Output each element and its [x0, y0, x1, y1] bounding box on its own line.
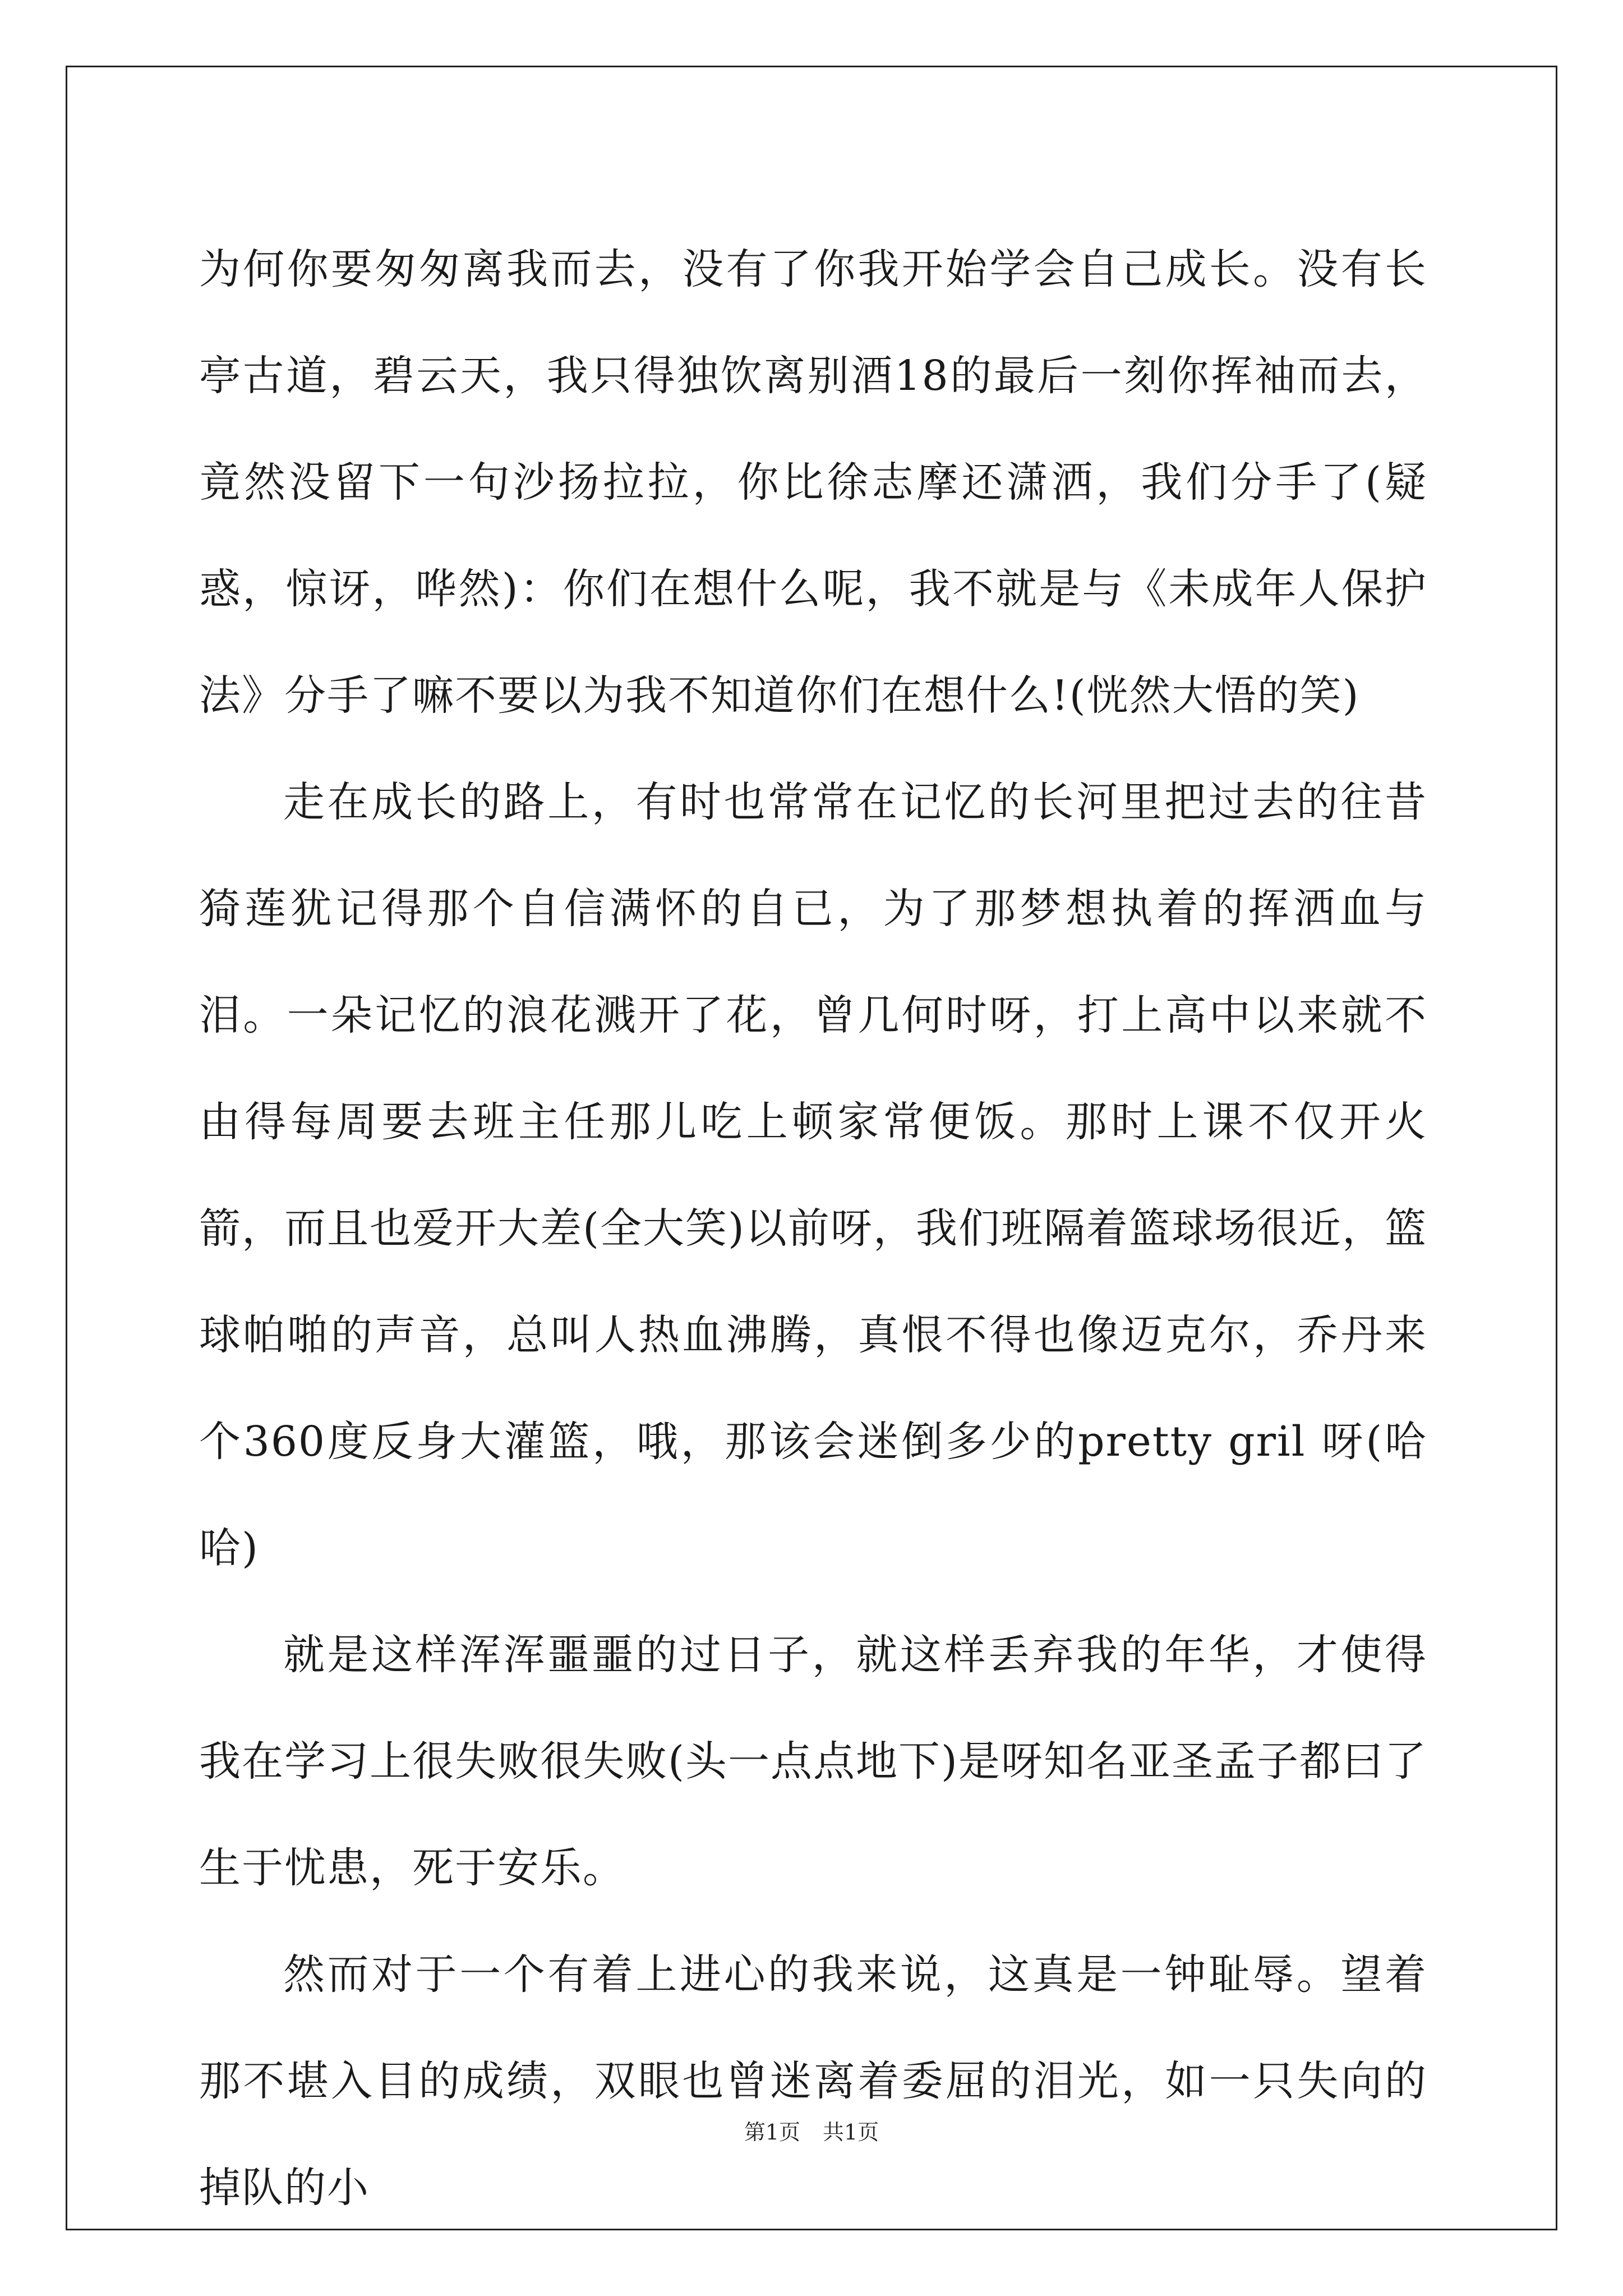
page-footer	[0, 2115, 1623, 2146]
document-body	[199, 216, 1427, 2241]
paragraph-1: 为何你要匆匆离我而去，没有了你我开始学会自己成长。没有长亭古道，碧云天，我只得独饮离别酒18的最后一刻你挥袖而去，竟然没留下一句沙扬拉拉，你比徐志摩还潇洒，我们分手了(疑惑，惊讶，哗然)：你们在想什么呢，我不就是与《未成年人保护法》分手了嘛不要以为我不知道你们在想什么!(恍然大悟的笑)	[199, 245, 1427, 720]
page-number: 第1页	[744, 2120, 800, 2145]
paragraph-2: 走在成长的路上，有时也常常在记忆的长河里把过去的往昔猗莲犹记得那个自信满怀的自已，为了那梦想执着的挥洒血与泪。一朵记忆的浪花溅开了花，曾几何时呀，打上高中以来就不由得每周要去班主任那儿吃上顿家常便饭。那时上课不仅开火箭，而且也爱开大差(全大笑)以前呀，我们班隔着篮球场很近，篮球帕啪的声音，总叫人热血沸腾，真恨不得也像迈克尔，乔丹来个360度反身大灌篮，哦，那该会迷倒多少的pretty gril 呀(哈哈)	[199, 778, 1427, 1572]
paragraph-4: 然而对于一个有着上进心的我来说，这真是一钟耻辱。望着那不堪入目的成绩，双眼也曾迷离着委屈的泪光，如一只失向的掉队的小	[199, 1950, 1427, 2212]
paragraph-3: 就是这样浑浑噩噩的过日子，就这样丢弃我的年华，才使得我在学习上很失败很失败(头一点点地下)是呀知名亚圣孟子都曰了生于忧患，死于安乐。	[199, 1631, 1427, 1892]
page-total: 共1页	[823, 2120, 879, 2145]
